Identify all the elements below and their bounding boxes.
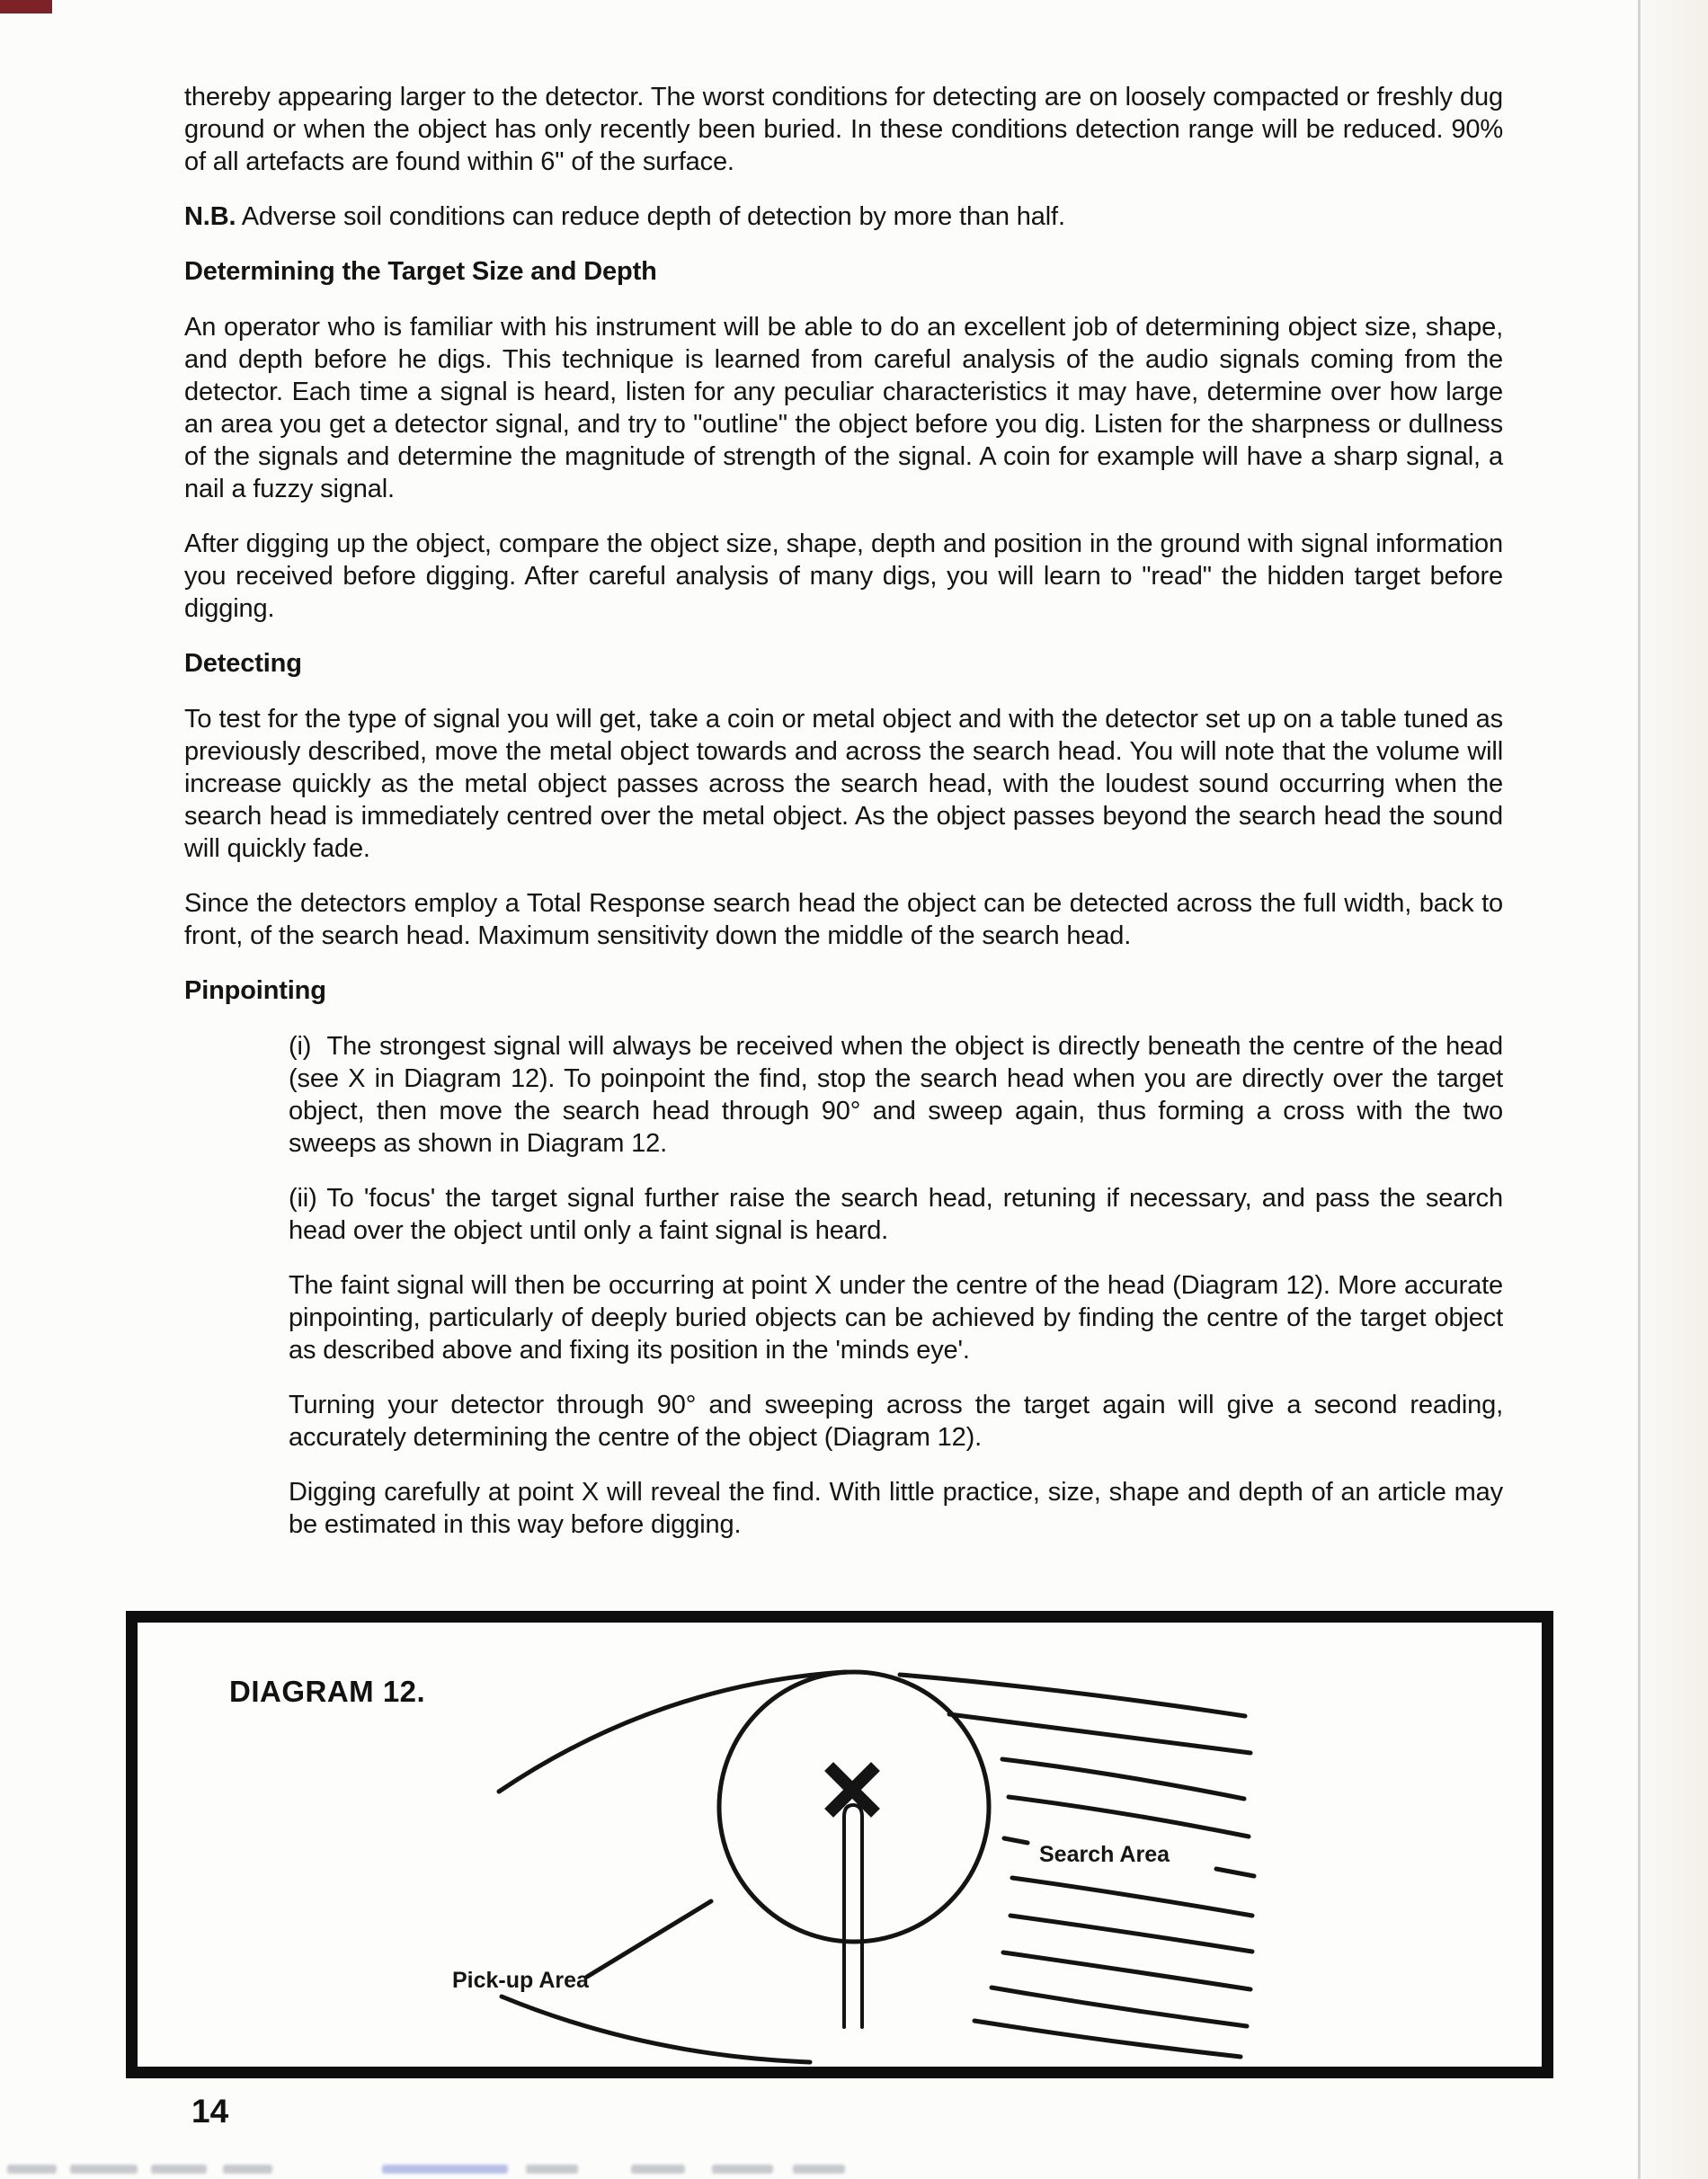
heading-detecting: Detecting [184, 649, 302, 678]
diagram-title: DIAGRAM 12. [229, 1675, 426, 1708]
body-text-column [184, 81, 1503, 1563]
diagram-12-figure [126, 1611, 1553, 2078]
sweep-arc-bottom-left [502, 1997, 810, 2062]
paragraph-operator-familiar: An operator who is familiar with his instrument will be able to do an excellent job of determining object size, shape, and depth before he digs. This technique is learned from careful analysis of the audio signals coming from the detector. Each time a signal is heard, listen for any peculiar characteristics it may have, determine over how large an area you get a detector signal, and try to "outline" the object before you dig. Listen for the sharpness or dullness of the signals and determine the magnitude of strength of the signal. A coin for example will have a sharp signal, a nail a fuzzy signal. [184, 313, 1503, 503]
page-edge-strip [1641, 0, 1708, 2179]
paragraph-total-response: Since the detectors employ a Total Response search head the object can be detected across the full width, back to front, of the search head. Maximum sensitivity down the middle of the search head. [184, 889, 1503, 950]
sweep-arc-top-right-2 [949, 1714, 1250, 1753]
hatch-line [1009, 1797, 1249, 1837]
nb-text: Adverse soil conditions can reduce depth of detection by more than half. [236, 202, 1065, 231]
paragraph-soil-conditions: thereby appearing larger to the detector. The worst conditions for detecting are on loosely compacted or freshly dug ground or when the object has only recently been buried. In these conditions detection range will be reduced. 90% of all artefacts are found within 6" of the surface. [184, 83, 1503, 176]
paragraph-faint-signal: The faint signal will then be occurring at point X under the centre of the head (Diagram 12). More accurate pinpointing, particularly of deeply buried objects can be achieved by finding the centre of the target object as described above and fixing its position in the 'minds eye'. [289, 1271, 1503, 1365]
paragraph-turning-detector: Turning your detector through 90° and sweeping across the target again will give a second reading, accurately determining the centre of the object (Diagram 12). [289, 1391, 1503, 1452]
nb-label: N.B. [184, 202, 236, 231]
target-x-mark [833, 1771, 871, 1809]
hatch-dash [1216, 1869, 1254, 1876]
pickup-area-label: Pick-up Area [452, 1968, 589, 1993]
pickup-leader-line [587, 1901, 711, 1977]
hatch-dash [1004, 1838, 1027, 1843]
hatch-line [992, 1988, 1247, 2026]
detector-stem [844, 1805, 862, 2027]
page-edge-scan-line [1638, 0, 1641, 2179]
paragraph-test-signal: To test for the type of signal you will get, take a coin or metal object and with the detector set up on a table tuned as previously described, move the metal object towards and across the search head. You will note that the volume will increase quickly as the metal object passes across the search head, with the loudest sound occurring when the search head is immediately centred over the metal object. As the object passes beyond the search head the sound will quickly fade. [184, 705, 1503, 863]
nb-note [184, 200, 1503, 233]
paragraph-pinpoint-ii: (ii) To 'focus' the target signal further raise the search head, retuning if necessary, and pass the search head over the object until only a faint signal is heard. [289, 1184, 1503, 1245]
paragraph-pinpoint-i: (i) The strongest signal will always be received when the object is directly beneath the centre of the head (see X in Diagram 12). To poinpoint the find, stop the search head when you are directly over the target object, then move the search head through 90° and sweep again, thus forming a cross with the two sweeps as shown in Diagram 12. [289, 1032, 1503, 1158]
search-area-label: Search Area [1039, 1842, 1170, 1867]
paragraph-digging-carefully: Digging carefully at point X will reveal the find. With little practice, size, shape and depth of an article may be estimated in this way before digging. [289, 1478, 1503, 1539]
scan-corner-mark [0, 0, 52, 13]
sweep-arc-top-right [900, 1675, 1245, 1716]
heading-pinpointing: Pinpointing [184, 976, 326, 1005]
search-head-sweep-illustration [138, 1623, 1542, 2067]
hatch-line [974, 2021, 1241, 2057]
hatch-line [1012, 1878, 1252, 1916]
footer-scan-artifact [0, 2165, 899, 2175]
hatch-line [1010, 1916, 1252, 1952]
hatch-line [1002, 1759, 1244, 1799]
sweep-arc-top-left [499, 1672, 846, 1792]
hatch-line [1003, 1952, 1250, 1989]
heading-determining-target-size: Determining the Target Size and Depth [184, 257, 657, 286]
page-number: 14 [191, 2093, 229, 2130]
paragraph-after-digging: After digging up the object, compare the object size, shape, depth and position in the ground with signal information you received before digging. After careful analysis of many digs, you will learn to "read" the hidden target before digging. [184, 529, 1503, 623]
